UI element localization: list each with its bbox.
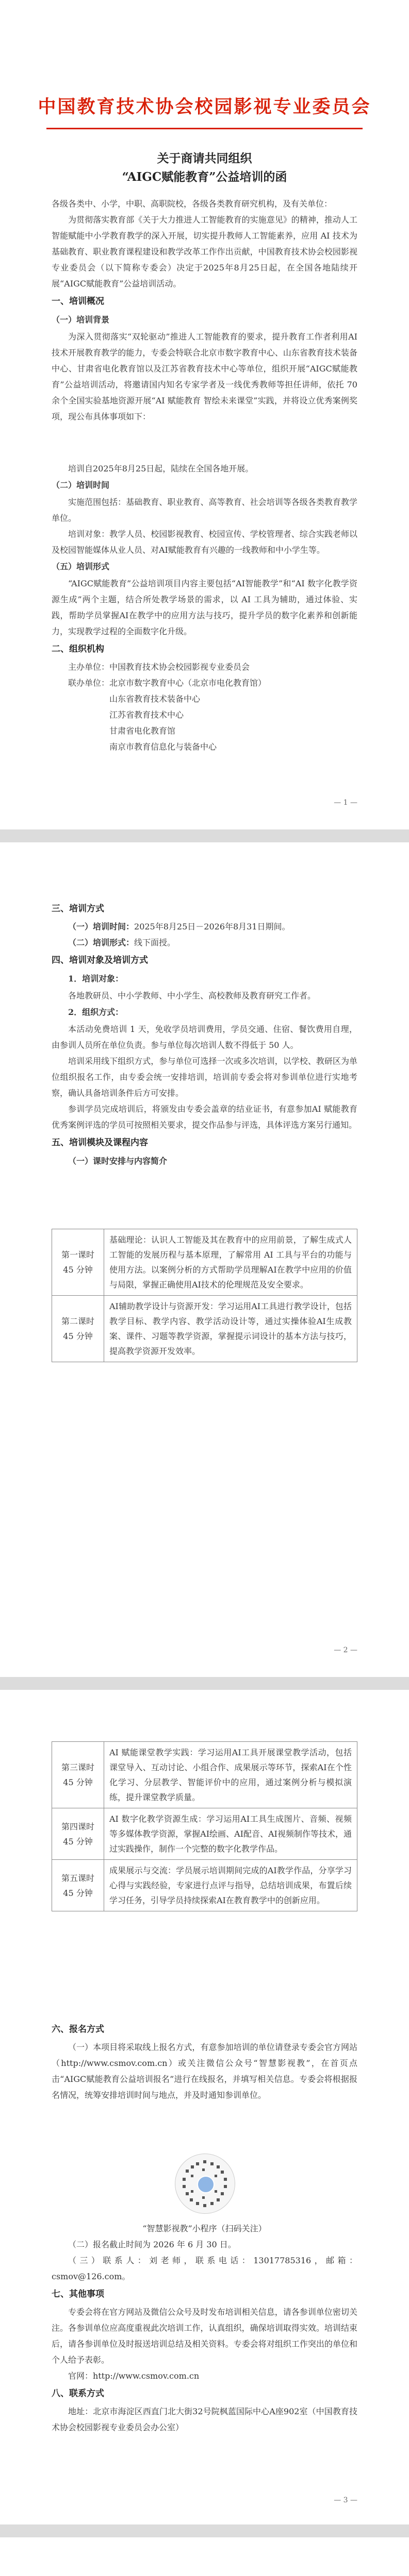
co-organizer-line	[52, 675, 357, 691]
qr-caption: “智慧影视教”小程序（扫码关注）	[142, 2224, 267, 2233]
sec1-s5-text: “AIGC赋能教育”公益培训项目内容主要包括“AI智能教学”和“AI 数字化教学资源生成”两个主题，结合所处教学场景的需求，以 AI 工具为辅助，通过体验、实践，帮助学员掌握AI在教学中的应用方法与技巧，提升学员的数字化素养和创新能力，实现教学过程的全面数字化升级。	[52, 579, 357, 636]
organizer-line	[52, 659, 357, 675]
sec7-title: 七、其他事项	[52, 2289, 104, 2299]
sec3-form	[52, 935, 357, 951]
intro-paragraph: 为贯彻落实教育部《关于大力推进人工智能教育的实施意见》的精神，推动人工智能赋能中小学教育教学的深入开展，切实提升教师人工智能素养，应用 AI 技术为基础教育、职业教育课程建设和教学改革工作作出贡献，中国教育技术协会校园影视专业委员会（以下简称专委会）决定于2025年8月25日起，在全国各地陆续开展“AIGC赋能教育”公益培训活动。	[52, 215, 357, 289]
sec1-s3-text: 实施范围包括：基础教育、职业教育、高等教育、社会培训等各级各类教育教学单位。	[52, 497, 357, 523]
sec6-title: 六、报名方式	[52, 2024, 104, 2035]
sec3-title: 三、培训方式	[52, 904, 104, 914]
page-1	[0, 0, 409, 829]
page-3	[0, 1690, 409, 2524]
document-title-line2: “AIGC赋能教育”公益培训的函	[122, 170, 287, 184]
sec3-time-value: 2025年8月25日－2026年8月31日期间。	[134, 922, 290, 931]
sec4-title: 四、培训对象及培训方式	[52, 955, 148, 965]
body-page3	[52, 2020, 357, 2103]
course-text: AI 赋能课堂教学实践：学习运用AI工具开展课堂教学活动，包括课堂导入、互动讨论、小组合作、成果展示等环节，探索AI在个性化学习、分层教学、智能评价中的应用，通过案例分析与模拟演练，提升课堂教学质量。	[104, 1742, 357, 1808]
sec7-site[interactable]: 官网：http://www.csmov.com.cn	[68, 2371, 200, 2381]
table-row	[52, 1808, 357, 1860]
page-number: — 3 —	[334, 2496, 357, 2504]
course-text: AI辅助教学设计与资源开发：学习运用AI工具进行教学设计，包括教学目标、教学内容、教学活动设计等，通过实操体验AI生成教案、课件、习题等教学资源，掌握提示词设计的基本方法与技巧，提高教学资源开发效率。	[104, 1296, 357, 1362]
sec3-form-value: 线下面授。	[134, 938, 176, 947]
course-table	[52, 1229, 357, 1362]
sec3-form-label: （二）培训形式：	[68, 938, 135, 947]
co-organizer-1: 北京市数字教育中心（北京市电化教育馆）	[109, 678, 267, 688]
document-header: 中国教育技术协会校园影视专业委员会	[38, 96, 371, 117]
organizer-value: 中国教育技术协会校园影视专业委员会	[109, 662, 250, 672]
sec1-s4-text: 培训对象：教学人员、校园影视教育、校园宣传、学校管理者、综合实践老师以及校园智能媒体从业人员、对AI赋能教育有兴趣的一线教师和中小学生等。	[52, 529, 357, 555]
sec5-table-title: （一）课时安排与内容简介	[68, 1156, 168, 1166]
sec8-title: 八、联系方式	[52, 2388, 104, 2399]
course-label: 第五课时 45 分钟	[52, 1860, 104, 1911]
page-number: — 1 —	[334, 799, 357, 807]
sec5-title: 五、培训模块及课程内容	[52, 1138, 148, 1148]
course-text: 成果展示与交流：学员展示培训期间完成的AI教学作品，分享学习心得与实践经验，专家进行点评与指导，总结培训成果，布置后续学习任务，引导学员持续探索AI在教育教学中的创新应用。	[104, 1860, 357, 1911]
sec3-time-label: （一）培训时间：	[68, 922, 135, 931]
sec4-s4-text: 参训学员完成培训后，将颁发由专委会盖章的结业证书，有意参加AI 赋能教育优秀案例评选的学员可按照相关要求，提交作品参与评选，具体评选方案另行通知。	[52, 1104, 357, 1130]
sec4-s3-text: 培训采用线下组织方式，参与单位可选择一次或多次培训，以学校、教研区为单位组织报名工作，由专委会统一安排培训，培训前专委会将对参训单位进行实地考察，确认具备培训条件后方可安排。	[52, 1056, 357, 1098]
page-4	[0, 2537, 409, 2576]
organizer-label: 主办单位：	[68, 662, 110, 672]
table-row	[52, 1229, 357, 1296]
sec1-s1-text: 为深入贯彻落实“双轮驱动”推进人工智能教育的要求，提升教育工作者利用AI技术开展教育教学的能力，专委会特联合北京市数字教育中心、山东省教育技术装备中心、甘肃省电化教育馆以及江苏省教育技术中心等单位，组织开展“AIGC赋能教育”公益培训活动，将邀请国内知名专家学者及一线优秀教师等担任讲师，依托 70 余个全国实验基地资源开展“AI 赋能教育 智绘未来课堂”实践，并将设立优秀案例奖项，现公布具体事项如下：	[52, 332, 357, 421]
sec7-text: 专委会将在官方网站及微信公众号及时发布培训相关信息，请各参训单位密切关注。各参训单位应高度重视此次培训工作，认真组织，确保培训取得实效。培训结束后，请各参训单位及时报送培训总结及相关资料。专委会将对组织工作突出的单位和个人给予表彰。	[52, 2307, 357, 2365]
table-row	[52, 1296, 357, 1362]
sec1-s5-title: （五）培训形式	[52, 562, 110, 571]
sec6-text1: （一）本项目将采取线上报名方式，有意参加培训的单位请登录专委会官方网站（http://www.csmov.com.cn）或关注微信公众号“智慧影视教”，在首页点击“AIGC赋能教育公益培训报名”进行在线报名，并填写相关信息。专委会将根据报名情况，统筹安排培训时间与地点，并及时通知参训单位。	[52, 2042, 357, 2100]
sec4-s2-title: 2．组织方式：	[68, 1007, 124, 1017]
course-label: 第三课时 45 分钟	[52, 1742, 104, 1808]
table-row	[52, 1742, 357, 1808]
qr-center-logo-icon	[197, 2176, 215, 2193]
sec1-s2-text: 培训自2025年8月25日起，陆续在全国各地开展。	[68, 464, 254, 473]
co-organizer-4: 甘肃省电化教育馆	[109, 726, 176, 736]
course-label: 第四课时 45 分钟	[52, 1808, 104, 1860]
course-label: 第二课时 45 分钟	[52, 1296, 104, 1362]
course-label: 第一课时 45 分钟	[52, 1229, 104, 1296]
co-organizer-5: 南京市教育信息化与装备中心	[109, 742, 217, 752]
document-title-line1: 关于商请共同组织	[157, 151, 252, 165]
co-organizer-2: 山东省教育技术装备中心	[109, 694, 201, 704]
salutation: 各级各类中、小学，中职、高职院校，各级各类教育研究机构，及有关单位：	[52, 199, 333, 209]
title-block	[52, 149, 357, 187]
sec1-s2-title: （二）培训时间	[52, 480, 110, 490]
sec2-title: 二、组织机构	[52, 644, 104, 654]
sec4-s1-text: 各地教研员、中小学教师、中小学生、高校教师及教育研究工作者。	[68, 991, 316, 1001]
body-page3-lower	[52, 2221, 357, 2435]
mini-program-qr-code[interactable]	[175, 2154, 235, 2214]
sec6-text3: （三）联系人：刘老师，联系电话：13017785316，邮箱：csmov@126.com。	[52, 2256, 357, 2281]
body-page2	[52, 899, 357, 1170]
co-organizer-3: 江苏省教育技术中心	[109, 710, 184, 720]
body-page1	[52, 196, 357, 755]
sec1-s1-title: （一）培训背景	[52, 315, 110, 325]
table-row	[52, 1860, 357, 1911]
sec1-title: 一、培训概况	[52, 296, 104, 307]
sec6-text2: （二）报名截止时间为 2026 年 6 月 30 日。	[68, 2240, 236, 2249]
course-table-continued	[52, 1741, 357, 1911]
co-organizer-label: 联办单位：	[68, 678, 110, 688]
sec3-time	[52, 919, 357, 935]
header-red-line	[46, 128, 363, 129]
sec4-s2-text: 本活动免费培训 1 天，免收学员培训费用，学员交通、住宿、餐饮费用自理，由参训人员所在单位负责。参与单位每次培训人数不得低于 50 人。	[52, 1024, 357, 1050]
sec4-s1-title: 1．培训对象：	[68, 974, 124, 984]
page-2	[0, 842, 409, 1677]
course-text: 基础理论：认识人工智能及其在教育中的应用前景，了解生成式人工智能的发展历程与基本原理，了解常用 AI 工具与平台的功能与使用方法。以案例分析的方式帮助学员理解AI在教学中应用的价值与局限，掌握正确使用AI技术的伦理规范及安全要求。	[104, 1229, 357, 1296]
course-text: AI 数字化教学资源生成：学习运用AI工具生成图片、音频、视频等多媒体教学资源，掌握AI绘画、AI配音、AI视频制作等技术，通过实践操作，制作一个完整的数字化教学作品。	[104, 1808, 357, 1860]
page-number: — 2 —	[334, 1646, 357, 1654]
sec8-text1: 地址：北京市海淀区西直门北大街32号院枫蓝国际中心A座902室（中国教育技术协会校园影视专业委员会办公室）	[52, 2406, 357, 2432]
